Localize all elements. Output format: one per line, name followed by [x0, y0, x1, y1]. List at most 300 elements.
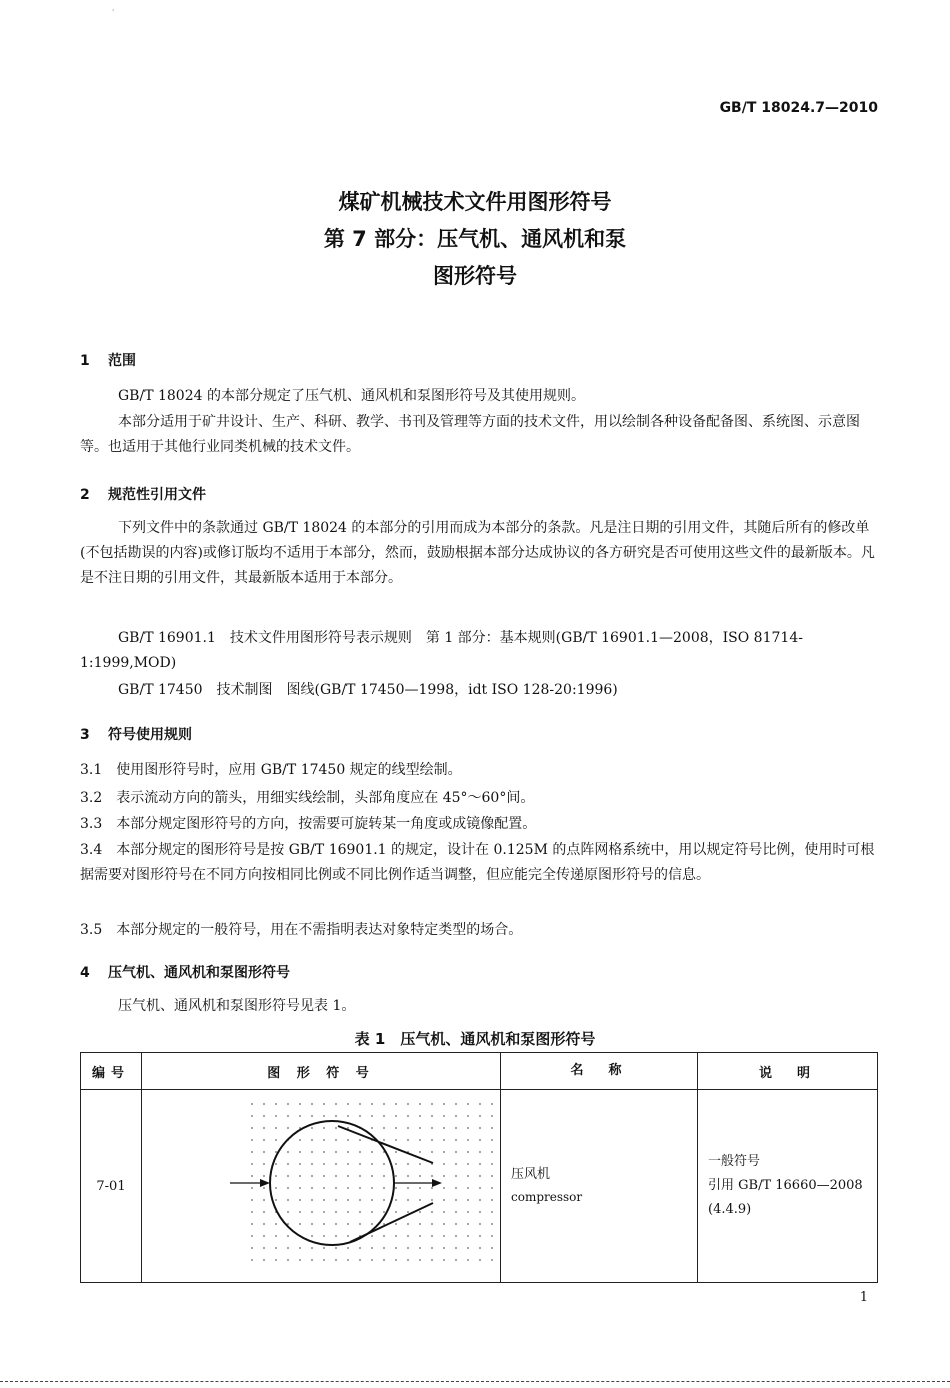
grid-dot — [479, 1223, 481, 1225]
grid-dot — [263, 1247, 265, 1249]
grid-dot — [263, 1115, 265, 1117]
standard-code: GB/T 18024.7—2010 — [719, 100, 878, 116]
grid-dot — [347, 1115, 349, 1117]
grid-dot — [251, 1187, 253, 1189]
desc-line-3: (4.4.9) — [708, 1202, 752, 1217]
grid-dot — [407, 1223, 409, 1225]
header-symbol: 图 形 符 号 — [142, 1053, 501, 1090]
symbol-table — [80, 1052, 878, 1283]
header-name: 名 称 — [501, 1053, 698, 1090]
grid-dot — [479, 1175, 481, 1177]
grid-dot — [311, 1211, 313, 1213]
grid-dot — [347, 1187, 349, 1189]
grid-dot — [335, 1247, 337, 1249]
grid-dot — [491, 1235, 493, 1237]
grid-dot — [323, 1115, 325, 1117]
grid-dot — [335, 1187, 337, 1189]
grid-dot — [479, 1103, 481, 1105]
row-description-cell — [698, 1090, 878, 1283]
grid-dot — [383, 1247, 385, 1249]
grid-dot — [455, 1103, 457, 1105]
grid-dot — [263, 1187, 265, 1189]
grid-dot — [431, 1103, 433, 1105]
grid-dot — [419, 1211, 421, 1213]
grid-dot — [395, 1103, 397, 1105]
grid-dot — [419, 1259, 421, 1261]
grid-dot — [287, 1259, 289, 1261]
grid-dot — [263, 1175, 265, 1177]
grid-dot — [251, 1223, 253, 1225]
grid-dot — [383, 1259, 385, 1261]
grid-dot — [383, 1127, 385, 1129]
section-2-heading — [80, 484, 206, 504]
grid-dot — [275, 1223, 277, 1225]
grid-dot — [251, 1163, 253, 1165]
grid-dot — [479, 1259, 481, 1261]
grid-dot — [335, 1259, 337, 1261]
grid-dot — [275, 1235, 277, 1237]
grid-dot — [491, 1103, 493, 1105]
rule-3-4: 3.4 本部分规定的图形符号是按 GB/T 16901.1 的规定，设计在 0.125M 的点阵网格系统中，用以规定符号比例，使用时可根据需要对图形符号在不同方向按相同比例或不同比例作适当调整，但应能完全传递原图形符号的信息。 — [80, 842, 875, 883]
section-title: 压气机、通风机和泵图形符号 — [108, 965, 290, 981]
grid-dot — [467, 1199, 469, 1201]
grid-dot — [419, 1247, 421, 1249]
grid-dot — [275, 1151, 277, 1153]
grid-dot — [251, 1151, 253, 1153]
grid-dot — [395, 1175, 397, 1177]
grid-dot — [311, 1199, 313, 1201]
grid-dot — [323, 1175, 325, 1177]
section-title: 符号使用规则 — [108, 727, 192, 743]
section-4-heading — [80, 962, 290, 982]
grid-dot — [479, 1247, 481, 1249]
grid-dot — [419, 1235, 421, 1237]
grid-dot — [455, 1199, 457, 1201]
grid-dot — [467, 1103, 469, 1105]
grid-dot — [419, 1187, 421, 1189]
grid-dot — [455, 1223, 457, 1225]
grid-dot — [311, 1103, 313, 1105]
grid-dot — [347, 1199, 349, 1201]
grid-dot — [287, 1163, 289, 1165]
grid-dot — [479, 1139, 481, 1141]
grid-dot — [275, 1175, 277, 1177]
grid-dot — [431, 1235, 433, 1237]
grid-dot — [395, 1259, 397, 1261]
grid-dot — [443, 1115, 445, 1117]
grid-dot — [299, 1151, 301, 1153]
grid-dot — [287, 1103, 289, 1105]
grid-dot — [371, 1175, 373, 1177]
grid-dot — [479, 1187, 481, 1189]
grid-dot — [347, 1223, 349, 1225]
grid-dot — [455, 1259, 457, 1261]
grid-dot — [419, 1175, 421, 1177]
compressor-symbol-icon — [142, 1090, 500, 1278]
grid-dot — [263, 1211, 265, 1213]
grid-dot — [395, 1115, 397, 1117]
grid-dot — [359, 1139, 361, 1141]
grid-dot — [479, 1199, 481, 1201]
section-4-para-1: 压气机、通风机和泵图形符号见表 1。 — [118, 998, 356, 1014]
grid-dot — [371, 1259, 373, 1261]
grid-dot — [311, 1175, 313, 1177]
grid-dot — [443, 1235, 445, 1237]
section-title: 范围 — [108, 353, 136, 369]
grid-dot — [443, 1247, 445, 1249]
grid-dot — [371, 1247, 373, 1249]
grid-dot — [479, 1151, 481, 1153]
grid-dot — [491, 1127, 493, 1129]
grid-dot — [371, 1163, 373, 1165]
grid-dot — [455, 1151, 457, 1153]
grid-dot — [467, 1151, 469, 1153]
grid-dot — [419, 1163, 421, 1165]
table-row — [81, 1090, 878, 1283]
grid-dot — [443, 1127, 445, 1129]
grid-dot — [467, 1247, 469, 1249]
title-line-3: 图形符号 — [433, 264, 517, 288]
grid-dot — [347, 1247, 349, 1249]
grid-dot — [347, 1163, 349, 1165]
grid-dot — [431, 1151, 433, 1153]
grid-dot — [263, 1103, 265, 1105]
grid-dot — [335, 1163, 337, 1165]
grid-dot — [431, 1139, 433, 1141]
grid-dot — [347, 1211, 349, 1213]
grid-dot — [287, 1199, 289, 1201]
grid-dot — [443, 1163, 445, 1165]
grid-dot — [323, 1223, 325, 1225]
table-header-row — [81, 1053, 878, 1090]
rule-3-1: 3.1 使用图形符号时，应用 GB/T 17450 规定的线型绘制。 — [80, 762, 462, 778]
grid-dot — [443, 1175, 445, 1177]
grid-dot — [323, 1127, 325, 1129]
grid-dot — [275, 1103, 277, 1105]
grid-dot — [251, 1175, 253, 1177]
grid-dot — [431, 1115, 433, 1117]
grid-dot — [371, 1199, 373, 1201]
grid-dot — [443, 1223, 445, 1225]
grid-dot — [275, 1247, 277, 1249]
row-symbol-cell — [142, 1090, 501, 1283]
grid-dot — [455, 1211, 457, 1213]
grid-dot — [395, 1235, 397, 1237]
header-number: 编号 — [81, 1053, 142, 1090]
grid-dot — [431, 1223, 433, 1225]
grid-dot — [287, 1235, 289, 1237]
grid-dot — [479, 1163, 481, 1165]
section-number: 2 — [80, 487, 90, 503]
section-1-para-2: 本部分适用于矿井设计、生产、科研、教学、书刊及管理等方面的技术文件，用以绘制各种设备配备图、系统图、示意图等。也适用于其他行业同类机械的技术文件。 — [80, 414, 860, 455]
grid-dot — [467, 1235, 469, 1237]
grid-dot — [287, 1211, 289, 1213]
grid-dot — [335, 1175, 337, 1177]
grid-dot — [407, 1115, 409, 1117]
grid-dot — [323, 1151, 325, 1153]
grid-dot — [407, 1211, 409, 1213]
grid-dot — [263, 1199, 265, 1201]
grid-dot — [275, 1127, 277, 1129]
grid-dot — [287, 1187, 289, 1189]
grid-dot — [323, 1187, 325, 1189]
grid-dot — [347, 1259, 349, 1261]
grid-dot — [263, 1163, 265, 1165]
grid-dot — [443, 1103, 445, 1105]
grid-dot — [407, 1175, 409, 1177]
grid-dot — [455, 1139, 457, 1141]
grid-dot — [251, 1211, 253, 1213]
grid-dot — [383, 1187, 385, 1189]
grid-dot — [491, 1151, 493, 1153]
grid-dot — [431, 1259, 433, 1261]
grid-dot — [395, 1187, 397, 1189]
grid-dot — [347, 1151, 349, 1153]
grid-dot — [323, 1259, 325, 1261]
grid-dot — [275, 1163, 277, 1165]
section-3-heading — [80, 724, 192, 744]
grid-dot — [299, 1187, 301, 1189]
grid-dot — [311, 1187, 313, 1189]
grid-dot — [491, 1223, 493, 1225]
grid-dot — [251, 1127, 253, 1129]
grid-dot — [251, 1247, 253, 1249]
grid-dot — [323, 1235, 325, 1237]
grid-dot — [395, 1211, 397, 1213]
grid-dot — [443, 1199, 445, 1201]
grid-dot — [311, 1235, 313, 1237]
grid-dot — [383, 1211, 385, 1213]
grid-dot — [323, 1163, 325, 1165]
grid-dot — [479, 1211, 481, 1213]
grid-dot — [251, 1115, 253, 1117]
grid-dot — [431, 1127, 433, 1129]
grid-dot — [251, 1259, 253, 1261]
grid-dot — [383, 1163, 385, 1165]
grid-dot — [407, 1235, 409, 1237]
header-description: 说 明 — [698, 1053, 878, 1090]
grid-dot — [443, 1211, 445, 1213]
grid-dot — [263, 1151, 265, 1153]
grid-dot — [467, 1115, 469, 1117]
grid-dot — [407, 1163, 409, 1165]
grid-dot — [263, 1235, 265, 1237]
grid-dot — [359, 1199, 361, 1201]
section-number: 4 — [80, 965, 90, 981]
grid-dot — [467, 1139, 469, 1141]
grid-dot — [443, 1151, 445, 1153]
grid-dot — [455, 1235, 457, 1237]
grid-dot — [287, 1127, 289, 1129]
grid-dot — [359, 1163, 361, 1165]
grid-dot — [299, 1247, 301, 1249]
grid-dot — [371, 1127, 373, 1129]
section-number: 1 — [80, 353, 90, 369]
grid-dot — [359, 1211, 361, 1213]
name-english: compressor — [511, 1190, 583, 1204]
grid-dot — [491, 1163, 493, 1165]
grid-dot — [455, 1175, 457, 1177]
grid-dot — [467, 1211, 469, 1213]
grid-dot — [407, 1187, 409, 1189]
grid-dot — [275, 1115, 277, 1117]
grid-dot — [383, 1175, 385, 1177]
desc-line-1: 一般符号 — [708, 1154, 761, 1169]
grid-dot — [491, 1199, 493, 1201]
grid-dot — [299, 1139, 301, 1141]
grid-dot — [479, 1115, 481, 1117]
rule-3-3: 3.3 本部分规定图形符号的方向，按需要可旋转某一角度或成镜像配置。 — [80, 816, 537, 832]
grid-dot — [407, 1199, 409, 1201]
grid-dot — [299, 1211, 301, 1213]
grid-dot — [419, 1103, 421, 1105]
grid-dot — [359, 1259, 361, 1261]
grid-dot — [275, 1259, 277, 1261]
grid-dot — [443, 1259, 445, 1261]
grid-dot — [383, 1199, 385, 1201]
grid-dot — [443, 1139, 445, 1141]
section-1-para-1: GB/T 18024 的本部分规定了压气机、通风机和泵图形符号及其使用规则。 — [118, 388, 585, 404]
grid-dot — [395, 1163, 397, 1165]
grid-dot — [455, 1247, 457, 1249]
grid-dot — [251, 1235, 253, 1237]
grid-dot — [299, 1115, 301, 1117]
grid-dot — [299, 1199, 301, 1201]
grid-dot — [347, 1139, 349, 1141]
grid-dot — [383, 1103, 385, 1105]
grid-dot — [263, 1223, 265, 1225]
grid-dot — [467, 1223, 469, 1225]
grid-dot — [467, 1187, 469, 1189]
grid-dot — [371, 1211, 373, 1213]
grid-dot — [251, 1103, 253, 1105]
grid-dot — [371, 1103, 373, 1105]
normative-ref-2: GB/T 17450 技术制图 图线(GB/T 17450—1998，idt ISO 128-20:1996) — [118, 682, 618, 698]
grid-dot — [467, 1175, 469, 1177]
grid-dot — [287, 1247, 289, 1249]
grid-dot — [335, 1211, 337, 1213]
grid-dot — [419, 1127, 421, 1129]
grid-dot — [395, 1127, 397, 1129]
section-number: 3 — [80, 727, 90, 743]
title-line-2: 第 7 部分：压气机、通风机和泵 — [323, 227, 627, 251]
grid-dot — [311, 1163, 313, 1165]
grid-dot — [335, 1127, 337, 1129]
grid-dot — [431, 1199, 433, 1201]
footer-divider — [0, 1381, 950, 1382]
table-caption: 表 1 压气机、通风机和泵图形符号 — [354, 1030, 596, 1048]
grid-dot — [431, 1211, 433, 1213]
grid-dot — [371, 1235, 373, 1237]
grid-dot — [311, 1115, 313, 1117]
grid-dot — [431, 1175, 433, 1177]
grid-dot — [419, 1223, 421, 1225]
grid-dot — [359, 1223, 361, 1225]
grid-dot — [299, 1223, 301, 1225]
grid-dot — [299, 1175, 301, 1177]
grid-dot — [359, 1187, 361, 1189]
grid-dot — [419, 1199, 421, 1201]
grid-dot — [467, 1127, 469, 1129]
grid-dot — [359, 1115, 361, 1117]
normative-ref-1: GB/T 16901.1 技术文件用图形符号表示规则 第 1 部分：基本规则(GB/T 16901.1—2008，ISO 81714-1:1999,MOD) — [80, 630, 803, 671]
grid-dot — [491, 1187, 493, 1189]
grid-dot — [491, 1259, 493, 1261]
grid-dot — [335, 1223, 337, 1225]
grid-dot — [347, 1175, 349, 1177]
grid-dot — [323, 1247, 325, 1249]
grid-dot — [419, 1115, 421, 1117]
grid-dot — [323, 1103, 325, 1105]
grid-dot — [275, 1199, 277, 1201]
grid-dot — [335, 1235, 337, 1237]
grid-dot — [299, 1103, 301, 1105]
grid-dot — [371, 1187, 373, 1189]
grid-dot — [311, 1247, 313, 1249]
grid-dot — [491, 1247, 493, 1249]
grid-dot — [335, 1115, 337, 1117]
grid-dot — [263, 1139, 265, 1141]
section-1-heading — [80, 350, 136, 370]
row-name-cell — [501, 1090, 698, 1283]
grid-dot — [407, 1103, 409, 1105]
row-number: 7-01 — [81, 1090, 142, 1283]
grid-dot — [407, 1139, 409, 1141]
grid-dot — [347, 1103, 349, 1105]
grid-dot — [491, 1115, 493, 1117]
grid-dot — [335, 1151, 337, 1153]
grid-dot — [431, 1247, 433, 1249]
grid-dot — [491, 1211, 493, 1213]
grid-dot — [251, 1139, 253, 1141]
grid-dot — [299, 1259, 301, 1261]
grid-dot — [407, 1127, 409, 1129]
grid-dot — [455, 1163, 457, 1165]
grid-dot — [455, 1127, 457, 1129]
grid-dot — [395, 1139, 397, 1141]
grid-dot — [275, 1139, 277, 1141]
grid-dot — [407, 1259, 409, 1261]
grid-dot — [323, 1199, 325, 1201]
grid-dot — [491, 1175, 493, 1177]
grid-dot — [299, 1163, 301, 1165]
grid-dot — [371, 1223, 373, 1225]
grid-dot — [443, 1187, 445, 1189]
rule-3-2: 3.2 表示流动方向的箭头，用细实线绘制，头部角度应在 45°～60°间。 — [80, 790, 535, 806]
grid-dot — [395, 1223, 397, 1225]
grid-dot — [371, 1115, 373, 1117]
grid-dot — [311, 1151, 313, 1153]
title-line-1: 煤矿机械技术文件用图形符号 — [338, 190, 612, 214]
grid-dot — [455, 1115, 457, 1117]
grid-dot — [359, 1175, 361, 1177]
grid-dot — [395, 1151, 397, 1153]
rule-3-5: 3.5 本部分规定的一般符号，用在不需指明表达对象特定类型的场合。 — [80, 922, 523, 938]
grid-dot — [371, 1151, 373, 1153]
grid-dot — [347, 1235, 349, 1237]
section-title: 规范性引用文件 — [108, 487, 206, 503]
grid-dot — [491, 1139, 493, 1141]
grid-dot — [311, 1127, 313, 1129]
grid-dot — [383, 1115, 385, 1117]
desc-line-2: 引用 GB/T 16660—2008 — [708, 1178, 863, 1193]
grid-dot — [311, 1223, 313, 1225]
grid-dot — [359, 1247, 361, 1249]
grid-dot — [467, 1259, 469, 1261]
grid-dot — [395, 1199, 397, 1201]
grid-dot — [407, 1247, 409, 1249]
grid-dot — [395, 1247, 397, 1249]
